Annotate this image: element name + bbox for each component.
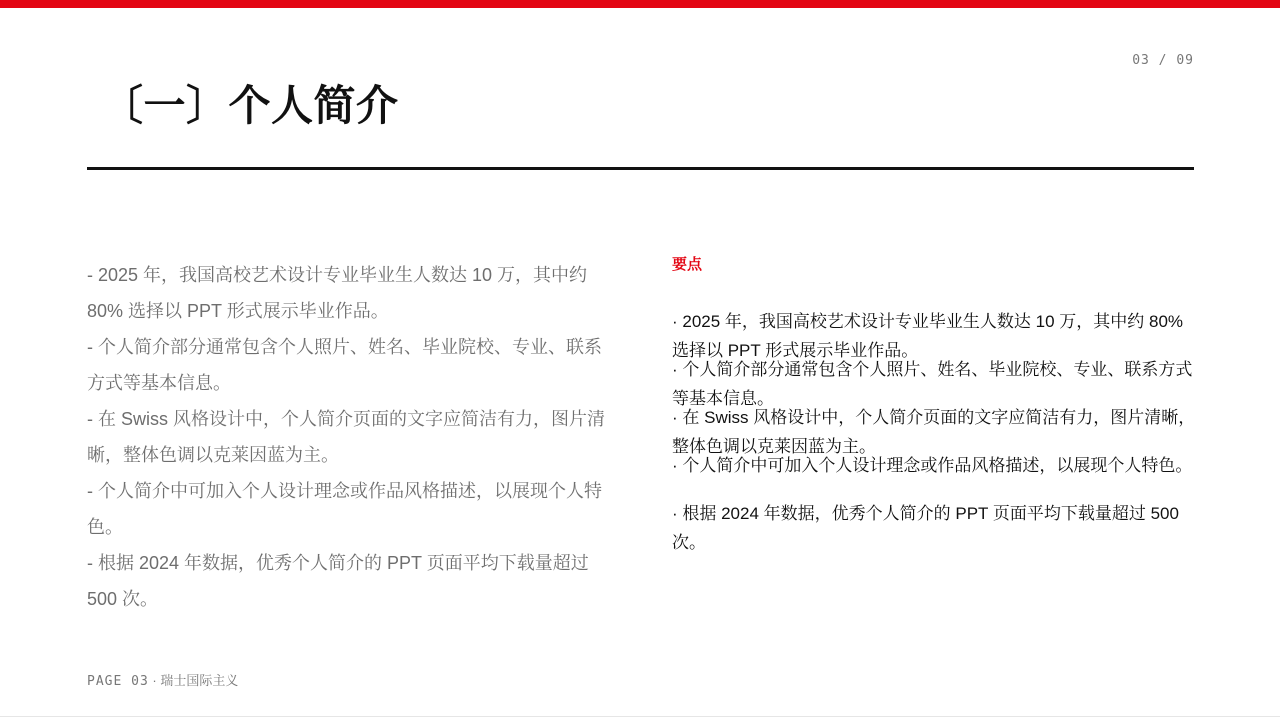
- key-point-item: · 个人简介部分通常包含个人照片、姓名、毕业院校、专业、联系方式等基本信息。: [672, 360, 1193, 408]
- page-counter: 03 / 09: [1132, 53, 1194, 68]
- title-divider: [87, 167, 1194, 170]
- footer-separator: ·: [152, 673, 157, 688]
- key-point-item: · 根据 2024 年数据，优秀个人简介的 PPT 页面平均下载量超过 500 次。: [672, 504, 1179, 552]
- left-text-column: [87, 257, 617, 617]
- left-paragraph: - 根据 2024 年数据，优秀个人简介的 PPT 页面平均下载量超过 500 次。: [87, 553, 589, 609]
- top-accent-bar: [0, 0, 1280, 8]
- left-paragraph: - 2025 年，我国高校艺术设计专业毕业生人数达 10 万，其中约 80% 选择以 PPT 形式展示毕业作品。: [87, 265, 588, 321]
- footer-section-name: 瑞士国际主义: [160, 673, 239, 688]
- page-footer: [87, 670, 238, 689]
- key-point-item: · 在 Swiss 风格设计中，个人简介页面的文字应简洁有力，图片清晰，整体色调以克莱因蓝为主。: [672, 408, 1196, 456]
- key-point-item: · 2025 年，我国高校艺术设计专业毕业生人数达 10 万，其中约 80% 选择以 PPT 形式展示毕业作品。: [672, 312, 1184, 360]
- left-paragraph: - 个人简介部分通常包含个人照片、姓名、毕业院校、专业、联系方式等基本信息。: [87, 337, 602, 393]
- footer-page-label: PAGE 03: [87, 674, 149, 689]
- key-point-item: · 个人简介中可加入个人设计理念或作品风格描述，以展现个人特色。: [672, 456, 1193, 475]
- left-paragraph: - 个人简介中可加入个人设计理念或作品风格描述，以展现个人特色。: [87, 481, 602, 537]
- slide-title: 〔一〕个人简介: [101, 81, 399, 130]
- key-points-panel: [672, 253, 1202, 557]
- key-points-label: 要点: [672, 256, 703, 273]
- left-paragraph: - 在 Swiss 风格设计中，个人简介页面的文字应简洁有力，图片清晰，整体色调以克莱因蓝为主。: [87, 409, 605, 465]
- key-points-list: [672, 307, 1202, 557]
- bottom-edge-line: [0, 716, 1280, 717]
